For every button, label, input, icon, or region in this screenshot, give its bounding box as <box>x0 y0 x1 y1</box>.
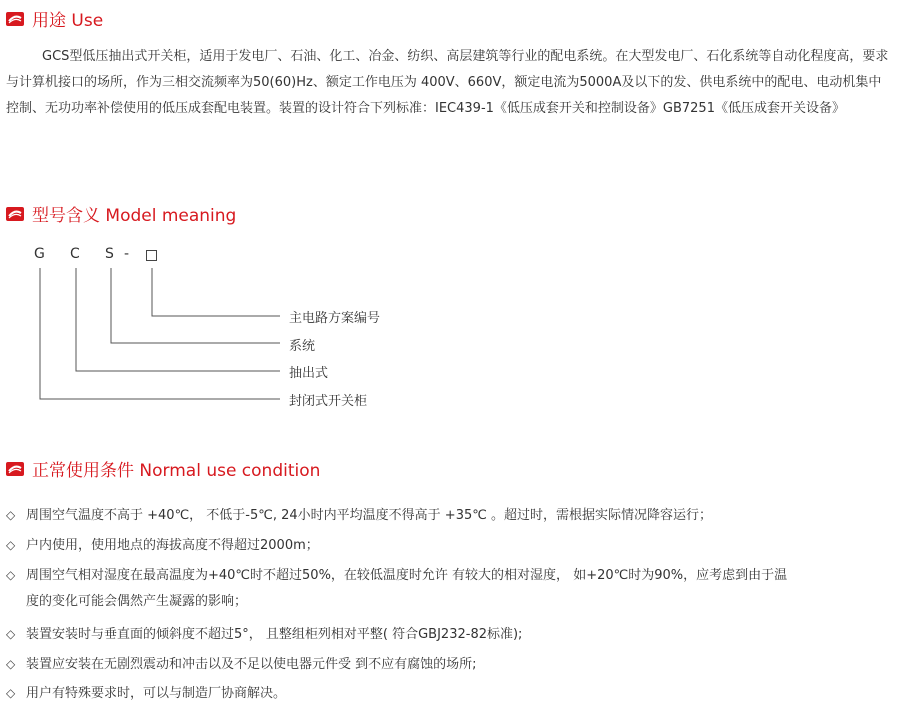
diamond-bullet-icon: ◇ <box>6 627 16 641</box>
diamond-bullet-icon: ◇ <box>6 568 16 582</box>
diamond-bullet-icon: ◇ <box>6 508 16 522</box>
code-letter-g: G <box>34 246 45 262</box>
code-dash: - <box>124 246 130 262</box>
condition-item <box>6 651 892 678</box>
condition-text: 用户有特殊要求时，可以与制造厂协商解决。 <box>26 686 287 701</box>
branch-line-system <box>111 268 280 343</box>
section-title-text: 型号含义 Model meaning <box>32 206 237 226</box>
branch-label-main-circuit: 主电路方案编号 <box>289 311 381 326</box>
condition-item <box>6 621 892 648</box>
condition-text: 户内使用，使用地点的海拔高度不得超过2000m； <box>26 538 319 553</box>
section-title-text: 正常使用条件 Normal use condition <box>32 461 321 481</box>
condition-item <box>6 532 892 559</box>
red-ribbon-icon <box>6 462 24 476</box>
condition-text-continued: 度的变化可能会偶然产生凝露的影响； <box>26 594 248 609</box>
condition-text: 装置安装时与垂直面的倾斜度不超过5°， 且整组柜列相对平整( 符合GBJ232-82标准); <box>26 627 523 642</box>
code-letter-c: C <box>70 246 80 262</box>
section-title-condition <box>6 456 320 481</box>
condition-item <box>6 562 892 615</box>
branch-line-main-circuit <box>152 268 280 316</box>
diamond-bullet-icon: ◇ <box>6 538 16 552</box>
section-title-text: 用途 Use <box>32 11 104 31</box>
branch-line-draw-out <box>76 268 280 371</box>
branch-label-draw-out: 抽出式 <box>289 366 329 381</box>
branch-label-system: 系统 <box>289 339 316 354</box>
code-letter-s: S <box>105 246 114 262</box>
condition-item <box>6 680 892 707</box>
diamond-bullet-icon: ◇ <box>6 686 16 700</box>
condition-item <box>6 502 892 529</box>
branch-label-enclosed: 封闭式开关柜 <box>289 394 368 409</box>
condition-text: 周围空气温度不高于 +40℃， 不低于-5℃, 24小时内平均温度不得高于 +35℃ 。超过时，需根据实际情况降容运行； <box>26 508 712 523</box>
condition-text: 装置应安装在无剧烈震动和冲击以及不足以使电器元件受 到不应有腐蚀的场所; <box>26 657 477 672</box>
use-paragraph-text: GCS型低压抽出式开关柜，适用于发电厂、石油、化工、冶金、纺织、高层建筑等行业的配电系统。在大型发电厂、石化系统等自动化程度高，要求与计算机接口的场所，作为三相交流频率为50(60)Hz、额定工作电压为 400V、660V，额定电流为5000A及以下的发、供电系统中的配电、电动机集中控制、无功功率补偿使用的低压成套配电装置。装置的设计符合下列标准：IEC439-1《低压成套开关和控制设备》GB7251《低压成套开关设备》 <box>6 49 889 116</box>
diamond-bullet-icon: ◇ <box>6 657 16 671</box>
condition-text: 周围空气相对湿度在最高温度为+40℃时不超过50%，在较低温度时允许 有较大的相对湿度， 如+20℃时为90%，应考虑到由于温 <box>26 568 788 583</box>
